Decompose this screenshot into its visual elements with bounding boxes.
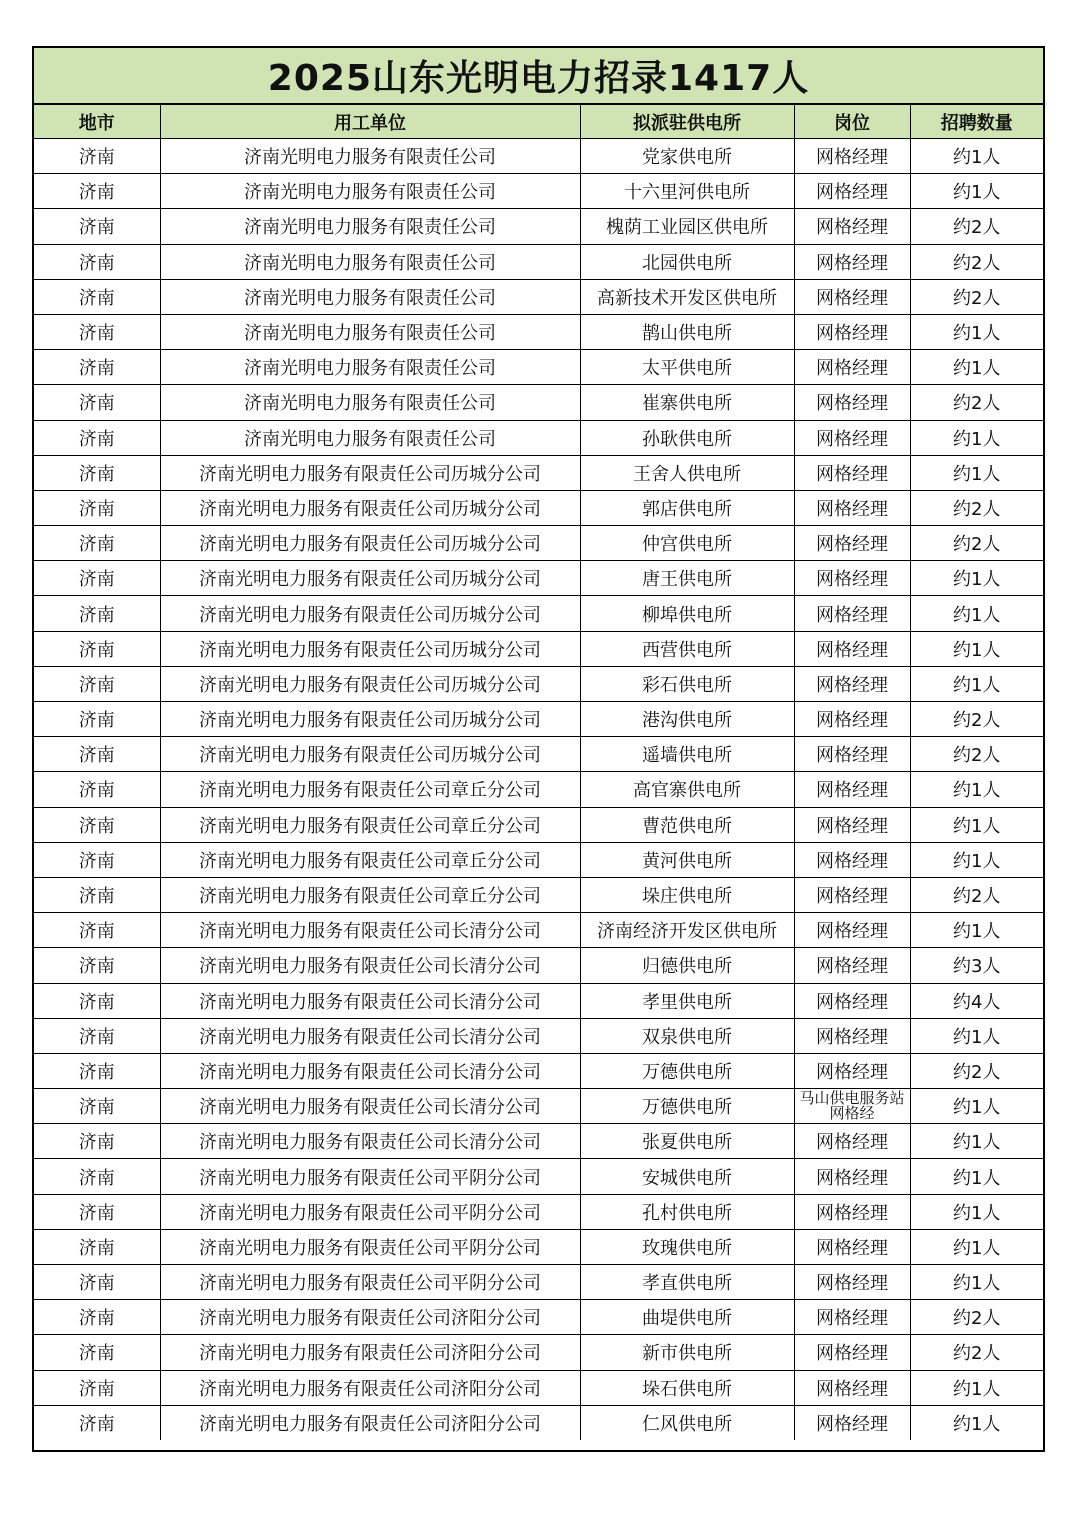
cell-city: 济南 <box>34 631 160 666</box>
cell-count: 约1人 <box>910 1194 1043 1229</box>
cell-position: 网格经理 <box>794 596 910 631</box>
cell-city: 济南 <box>34 561 160 596</box>
table-row <box>34 1370 1043 1405</box>
table-row <box>34 279 1043 314</box>
cell-count: 约1人 <box>910 596 1043 631</box>
cell-count: 约2人 <box>910 244 1043 279</box>
cell-station: 唐王供电所 <box>580 561 794 596</box>
cell-count: 约2人 <box>910 737 1043 772</box>
cell-count: 约1人 <box>910 139 1043 174</box>
cell-city: 济南 <box>34 314 160 349</box>
recruitment-sheet <box>32 46 1045 1452</box>
cell-position: 网格经理 <box>794 350 910 385</box>
cell-city: 济南 <box>34 1300 160 1335</box>
cell-station: 彩石供电所 <box>580 666 794 701</box>
cell-station: 太平供电所 <box>580 350 794 385</box>
cell-position: 网格经理 <box>794 314 910 349</box>
cell-employer: 济南光明电力服务有限责任公司长清分公司 <box>160 1124 580 1159</box>
cell-employer: 济南光明电力服务有限责任公司历城分公司 <box>160 702 580 737</box>
header-city: 地市 <box>34 105 160 139</box>
cell-position: 网格经理 <box>794 561 910 596</box>
cell-station: 港沟供电所 <box>580 702 794 737</box>
table-row <box>34 702 1043 737</box>
cell-employer: 济南光明电力服务有限责任公司 <box>160 209 580 244</box>
cell-station: 仁风供电所 <box>580 1405 794 1440</box>
cell-position: 网格经理 <box>794 877 910 912</box>
cell-count: 约1人 <box>910 1124 1043 1159</box>
cell-position: 网格经理 <box>794 772 910 807</box>
cell-position: 网格经理 <box>794 1053 910 1088</box>
cell-station: 黄河供电所 <box>580 842 794 877</box>
cell-count: 约2人 <box>910 490 1043 525</box>
sheet-title: 2025山东光明电力招录1417人 <box>34 48 1043 105</box>
cell-position: 网格经理 <box>794 279 910 314</box>
cell-position: 网格经理 <box>794 174 910 209</box>
cell-position: 网格经理 <box>794 420 910 455</box>
table-row <box>34 772 1043 807</box>
cell-position: 马山供电服务站网格经 <box>794 1089 910 1124</box>
table-row <box>34 209 1043 244</box>
cell-count: 约1人 <box>910 631 1043 666</box>
table-row <box>34 526 1043 561</box>
cell-station: 曹范供电所 <box>580 807 794 842</box>
cell-count: 约1人 <box>910 420 1043 455</box>
cell-station: 仲宫供电所 <box>580 526 794 561</box>
cell-position: 网格经理 <box>794 385 910 420</box>
header-employer: 用工单位 <box>160 105 580 139</box>
cell-employer: 济南光明电力服务有限责任公司历城分公司 <box>160 490 580 525</box>
cell-position: 网格经理 <box>794 1265 910 1300</box>
table-row <box>34 948 1043 983</box>
cell-count: 约1人 <box>910 1370 1043 1405</box>
cell-count: 约1人 <box>910 1229 1043 1264</box>
cell-station: 玫瑰供电所 <box>580 1229 794 1264</box>
cell-city: 济南 <box>34 666 160 701</box>
cell-station: 垛庄供电所 <box>580 877 794 912</box>
cell-employer: 济南光明电力服务有限责任公司平阴分公司 <box>160 1229 580 1264</box>
cell-city: 济南 <box>34 526 160 561</box>
cell-station: 郭店供电所 <box>580 490 794 525</box>
cell-employer: 济南光明电力服务有限责任公司 <box>160 314 580 349</box>
cell-city: 济南 <box>34 350 160 385</box>
cell-station: 归德供电所 <box>580 948 794 983</box>
cell-count: 约4人 <box>910 983 1043 1018</box>
cell-position: 网格经理 <box>794 1300 910 1335</box>
cell-position: 网格经理 <box>794 1159 910 1194</box>
cell-station: 柳埠供电所 <box>580 596 794 631</box>
cell-employer: 济南光明电力服务有限责任公司济阳分公司 <box>160 1300 580 1335</box>
table-row <box>34 385 1043 420</box>
cell-position: 网格经理 <box>794 1194 910 1229</box>
table-row <box>34 1018 1043 1053</box>
cell-position: 网格经理 <box>794 1018 910 1053</box>
cell-city: 济南 <box>34 139 160 174</box>
table-row <box>34 1335 1043 1370</box>
cell-city: 济南 <box>34 279 160 314</box>
cell-station: 高新技术开发区供电所 <box>580 279 794 314</box>
cell-employer: 济南光明电力服务有限责任公司长清分公司 <box>160 1089 580 1124</box>
cell-station: 崔寨供电所 <box>580 385 794 420</box>
cell-employer: 济南光明电力服务有限责任公司历城分公司 <box>160 526 580 561</box>
cell-employer: 济南光明电力服务有限责任公司历城分公司 <box>160 455 580 490</box>
cell-count: 约1人 <box>910 807 1043 842</box>
cell-city: 济南 <box>34 1018 160 1053</box>
table-row <box>34 1300 1043 1335</box>
cell-position: 网格经理 <box>794 631 910 666</box>
cell-city: 济南 <box>34 877 160 912</box>
cell-count: 约1人 <box>910 1405 1043 1440</box>
table-row <box>34 807 1043 842</box>
cell-station: 槐荫工业园区供电所 <box>580 209 794 244</box>
cell-employer: 济南光明电力服务有限责任公司平阴分公司 <box>160 1159 580 1194</box>
cell-employer: 济南光明电力服务有限责任公司历城分公司 <box>160 596 580 631</box>
cell-station: 济南经济开发区供电所 <box>580 913 794 948</box>
cell-station: 新市供电所 <box>580 1335 794 1370</box>
cell-station: 垛石供电所 <box>580 1370 794 1405</box>
cell-count: 约1人 <box>910 1265 1043 1300</box>
table-row <box>34 1124 1043 1159</box>
cell-employer: 济南光明电力服务有限责任公司历城分公司 <box>160 666 580 701</box>
table-row <box>34 1053 1043 1088</box>
cell-position: 网格经理 <box>794 1124 910 1159</box>
cell-station: 安城供电所 <box>580 1159 794 1194</box>
table-row <box>34 877 1043 912</box>
cell-count: 约2人 <box>910 1335 1043 1370</box>
cell-station: 党家供电所 <box>580 139 794 174</box>
cell-station: 孙耿供电所 <box>580 420 794 455</box>
cell-city: 济南 <box>34 807 160 842</box>
cell-count: 约1人 <box>910 561 1043 596</box>
cell-city: 济南 <box>34 596 160 631</box>
cell-position: 网格经理 <box>794 983 910 1018</box>
cell-city: 济南 <box>34 1159 160 1194</box>
cell-employer: 济南光明电力服务有限责任公司长清分公司 <box>160 983 580 1018</box>
cell-employer: 济南光明电力服务有限责任公司长清分公司 <box>160 1053 580 1088</box>
cell-employer: 济南光明电力服务有限责任公司长清分公司 <box>160 913 580 948</box>
cell-count: 约2人 <box>910 526 1043 561</box>
cell-count: 约1人 <box>910 1089 1043 1124</box>
cell-station: 遥墙供电所 <box>580 737 794 772</box>
cell-employer: 济南光明电力服务有限责任公司历城分公司 <box>160 631 580 666</box>
cell-position: 网格经理 <box>794 842 910 877</box>
table-row <box>34 314 1043 349</box>
cell-station: 孝里供电所 <box>580 983 794 1018</box>
cell-employer: 济南光明电力服务有限责任公司济阳分公司 <box>160 1370 580 1405</box>
cell-count: 约1人 <box>910 1159 1043 1194</box>
cell-city: 济南 <box>34 244 160 279</box>
cell-city: 济南 <box>34 490 160 525</box>
cell-count: 约2人 <box>910 209 1043 244</box>
cell-position: 网格经理 <box>794 913 910 948</box>
table-row <box>34 737 1043 772</box>
cell-station: 十六里河供电所 <box>580 174 794 209</box>
cell-position: 网格经理 <box>794 666 910 701</box>
table-row <box>34 1265 1043 1300</box>
cell-employer: 济南光明电力服务有限责任公司济阳分公司 <box>160 1405 580 1440</box>
cell-employer: 济南光明电力服务有限责任公司平阴分公司 <box>160 1265 580 1300</box>
cell-count: 约1人 <box>910 913 1043 948</box>
cell-employer: 济南光明电力服务有限责任公司章丘分公司 <box>160 842 580 877</box>
cell-position: 网格经理 <box>794 948 910 983</box>
table-row <box>34 1159 1043 1194</box>
cell-count: 约1人 <box>910 666 1043 701</box>
cell-count: 约2人 <box>910 877 1043 912</box>
cell-position: 网格经理 <box>794 1370 910 1405</box>
cell-city: 济南 <box>34 455 160 490</box>
table-row <box>34 983 1043 1018</box>
table-row <box>34 596 1043 631</box>
cell-city: 济南 <box>34 209 160 244</box>
cell-count: 约2人 <box>910 702 1043 737</box>
cell-count: 约2人 <box>910 1053 1043 1088</box>
cell-city: 济南 <box>34 1194 160 1229</box>
cell-count: 约1人 <box>910 772 1043 807</box>
cell-position: 网格经理 <box>794 139 910 174</box>
cell-employer: 济南光明电力服务有限责任公司济阳分公司 <box>160 1335 580 1370</box>
cell-count: 约2人 <box>910 1300 1043 1335</box>
cell-employer: 济南光明电力服务有限责任公司 <box>160 420 580 455</box>
table-row <box>34 631 1043 666</box>
header-count: 招聘数量 <box>910 105 1043 139</box>
table-row <box>34 1089 1043 1124</box>
cell-count: 约3人 <box>910 948 1043 983</box>
cell-employer: 济南光明电力服务有限责任公司 <box>160 350 580 385</box>
cell-position: 网格经理 <box>794 526 910 561</box>
cell-station: 张夏供电所 <box>580 1124 794 1159</box>
cell-employer: 济南光明电力服务有限责任公司 <box>160 279 580 314</box>
cell-count: 约2人 <box>910 385 1043 420</box>
recruitment-table <box>34 105 1043 1440</box>
cell-position: 网格经理 <box>794 702 910 737</box>
cell-employer: 济南光明电力服务有限责任公司 <box>160 174 580 209</box>
table-row <box>34 139 1043 174</box>
table-row <box>34 420 1043 455</box>
table-row <box>34 1405 1043 1440</box>
cell-count: 约1人 <box>910 314 1043 349</box>
cell-employer: 济南光明电力服务有限责任公司长清分公司 <box>160 948 580 983</box>
cell-city: 济南 <box>34 983 160 1018</box>
table-row <box>34 350 1043 385</box>
cell-position: 网格经理 <box>794 244 910 279</box>
cell-count: 约1人 <box>910 455 1043 490</box>
cell-position: 网格经理 <box>794 209 910 244</box>
cell-employer: 济南光明电力服务有限责任公司历城分公司 <box>160 561 580 596</box>
cell-count: 约1人 <box>910 174 1043 209</box>
table-row <box>34 666 1043 701</box>
cell-count: 约2人 <box>910 279 1043 314</box>
cell-position: 网格经理 <box>794 1229 910 1264</box>
cell-count: 约1人 <box>910 842 1043 877</box>
cell-city: 济南 <box>34 1405 160 1440</box>
cell-city: 济南 <box>34 737 160 772</box>
cell-city: 济南 <box>34 913 160 948</box>
cell-city: 济南 <box>34 420 160 455</box>
cell-employer: 济南光明电力服务有限责任公司历城分公司 <box>160 737 580 772</box>
cell-employer: 济南光明电力服务有限责任公司长清分公司 <box>160 1018 580 1053</box>
cell-city: 济南 <box>34 1053 160 1088</box>
header-station: 拟派驻供电所 <box>580 105 794 139</box>
cell-station: 王舍人供电所 <box>580 455 794 490</box>
table-row <box>34 244 1043 279</box>
cell-count: 约1人 <box>910 350 1043 385</box>
table-row <box>34 913 1043 948</box>
cell-city: 济南 <box>34 385 160 420</box>
table-row <box>34 174 1043 209</box>
table-row <box>34 1194 1043 1229</box>
cell-city: 济南 <box>34 1265 160 1300</box>
cell-station: 西营供电所 <box>580 631 794 666</box>
cell-city: 济南 <box>34 174 160 209</box>
cell-city: 济南 <box>34 948 160 983</box>
cell-position: 网格经理 <box>794 737 910 772</box>
cell-station: 万德供电所 <box>580 1089 794 1124</box>
cell-city: 济南 <box>34 702 160 737</box>
cell-city: 济南 <box>34 1335 160 1370</box>
cell-station: 孔村供电所 <box>580 1194 794 1229</box>
cell-station: 高官寨供电所 <box>580 772 794 807</box>
cell-employer: 济南光明电力服务有限责任公司章丘分公司 <box>160 807 580 842</box>
cell-city: 济南 <box>34 1370 160 1405</box>
cell-city: 济南 <box>34 842 160 877</box>
header-row <box>34 105 1043 139</box>
cell-position: 网格经理 <box>794 490 910 525</box>
cell-city: 济南 <box>34 772 160 807</box>
cell-city: 济南 <box>34 1229 160 1264</box>
cell-employer: 济南光明电力服务有限责任公司平阴分公司 <box>160 1194 580 1229</box>
cell-position: 网格经理 <box>794 455 910 490</box>
cell-position: 网格经理 <box>794 1335 910 1370</box>
table-row <box>34 1229 1043 1264</box>
cell-station: 万德供电所 <box>580 1053 794 1088</box>
cell-station: 曲堤供电所 <box>580 1300 794 1335</box>
cell-city: 济南 <box>34 1089 160 1124</box>
cell-station: 鹊山供电所 <box>580 314 794 349</box>
table-row <box>34 842 1043 877</box>
cell-employer: 济南光明电力服务有限责任公司章丘分公司 <box>160 772 580 807</box>
cell-count: 约1人 <box>910 1018 1043 1053</box>
cell-station: 双泉供电所 <box>580 1018 794 1053</box>
cell-employer: 济南光明电力服务有限责任公司 <box>160 244 580 279</box>
table-row <box>34 561 1043 596</box>
cell-employer: 济南光明电力服务有限责任公司 <box>160 139 580 174</box>
cell-employer: 济南光明电力服务有限责任公司章丘分公司 <box>160 877 580 912</box>
cell-station: 北园供电所 <box>580 244 794 279</box>
table-row <box>34 455 1043 490</box>
cell-position: 网格经理 <box>794 1405 910 1440</box>
cell-city: 济南 <box>34 1124 160 1159</box>
cell-employer: 济南光明电力服务有限责任公司 <box>160 385 580 420</box>
table-row <box>34 490 1043 525</box>
header-position: 岗位 <box>794 105 910 139</box>
cell-position: 网格经理 <box>794 807 910 842</box>
cell-station: 孝直供电所 <box>580 1265 794 1300</box>
